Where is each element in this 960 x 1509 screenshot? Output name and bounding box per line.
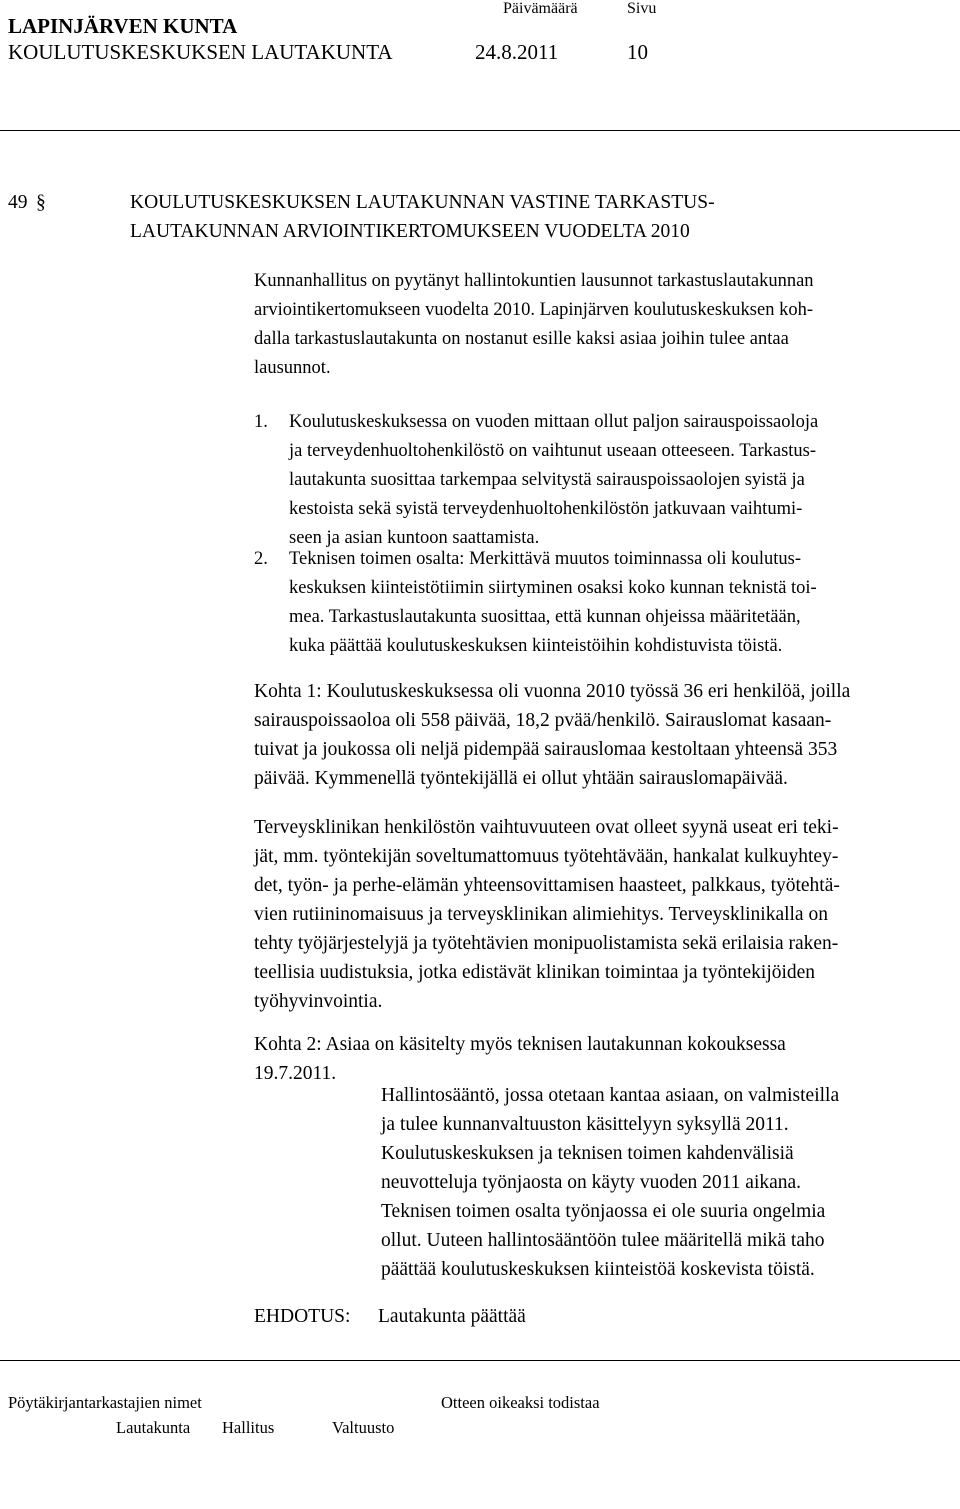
item-text bbox=[289, 408, 818, 553]
body-lautakunta: Lautakunta bbox=[116, 1418, 191, 1437]
text-line: työhyvinvointia. bbox=[254, 991, 383, 1012]
text-line: arviointikertomukseen vuodelta 2010. Lapinjärven koulutuskeskuksen koh- bbox=[254, 300, 813, 320]
text-line: lautakunta suosittaa tarkempaa selvitystä sairauspoissaolojen syistä ja bbox=[289, 470, 805, 490]
text-line: kestoista sekä syistä terveydenhuoltohenkilöstön jatkuvaan vaihtumi- bbox=[289, 499, 803, 519]
date-label: Päivämäärä bbox=[503, 0, 578, 17]
item-number: 2. bbox=[254, 549, 268, 569]
section-title bbox=[130, 188, 715, 246]
header-divider bbox=[0, 130, 960, 131]
section-title-line: LAUTAKUNNAN ARVIOINTIKERTOMUKSEEN VUODELTA 2010 bbox=[130, 221, 690, 242]
text-line: ja terveydenhuoltohenkilöstö on vaihtunut useaan otteeseen. Tarkastus- bbox=[289, 441, 817, 461]
certified-label: Otteen oikeaksi todistaa bbox=[441, 1393, 600, 1412]
text-line: dalla tarkastuslautakunta on nostanut esille kaksi asiaa joihin tulee antaa bbox=[254, 329, 789, 349]
terveys-paragraph bbox=[254, 813, 840, 1016]
section-sign: § bbox=[36, 192, 46, 213]
text-line: Teknisen toimen osalta: Merkittävä muutos toiminnassa oli koulutus- bbox=[289, 549, 802, 569]
text-line: det, työn- ja perhe-elämän yhteensovittamisen haasteet, palkkaus, työtehtä- bbox=[254, 875, 840, 896]
body-valtuusto: Valtuusto bbox=[332, 1418, 395, 1437]
document-date: 24.8.2011 bbox=[475, 40, 559, 64]
footer-divider bbox=[0, 1360, 960, 1361]
text-line: neuvotteluja työnjaosta on käyty vuoden 2011 aikana. bbox=[381, 1172, 802, 1193]
text-line: tuivat ja joukossa oli neljä pidempää sairauslomaa kestoltaan yhteensä 353 bbox=[254, 739, 838, 760]
text-line: päivää. Kymmenellä työntekijällä ei ollut yhtään sairauslomapäivää. bbox=[254, 768, 788, 789]
text-line: Koulutuskeskuksen ja teknisen toimen kahdenvälisiä bbox=[381, 1143, 794, 1164]
item-text bbox=[289, 545, 817, 661]
page-number: 10 bbox=[627, 40, 648, 64]
kohta2-quote bbox=[381, 1081, 839, 1284]
text-line: Koulutuskeskuksessa on vuoden mittaan ollut paljon sairauspoissaoloja bbox=[289, 412, 819, 432]
text-line: lausunnot. bbox=[254, 358, 331, 378]
text-line: 19.7.2011. bbox=[254, 1063, 337, 1084]
text-line: vien rutiininomaisuus ja terveysklinikan alimiehitys. Terveysklinikalla on bbox=[254, 904, 828, 925]
text-line: tehty työjärjestelyjä ja työtehtävien monipuolistamista sekä erilaisia raken- bbox=[254, 933, 839, 954]
body-hallitus: Hallitus bbox=[222, 1418, 275, 1437]
text-line: Kohta 2: Asiaa on käsitelty myös teknisen lautakunnan kokouksessa bbox=[254, 1034, 786, 1055]
text-line: kuka päättää koulutuskeskuksen kiinteistöihin kohdistuvista töistä. bbox=[289, 636, 783, 656]
text-line: jät, mm. työntekijän soveltumattomuus työtehtävään, hankalat kulkuyhtey- bbox=[254, 846, 839, 867]
page-label: Sivu bbox=[627, 0, 657, 17]
text-line: Kunnanhallitus on pyytänyt hallintokuntien lausunnot tarkastuslautakunnan bbox=[254, 271, 814, 291]
text-line: ja tulee kunnanvaltuuston käsittelyyn syksyllä 2011. bbox=[381, 1114, 789, 1135]
section-number: 49 bbox=[8, 192, 28, 213]
text-line: Hallintosääntö, jossa otetaan kantaa asiaan, on valmisteilla bbox=[381, 1085, 840, 1106]
text-line: päättää koulutuskeskuksen kiinteistöä koskevista töistä. bbox=[381, 1259, 815, 1280]
text-line: Teknisen toimen osalta työnjaossa ei ole suuria ongelmia bbox=[381, 1201, 826, 1222]
org-name: LAPINJÄRVEN KUNTA bbox=[8, 14, 238, 38]
text-line: teellisia uudistuksia, jotka edistävät klinikan toimintaa ja työntekijöiden bbox=[254, 962, 816, 983]
kohta1-paragraph bbox=[254, 677, 850, 793]
kohta2-paragraph bbox=[254, 1030, 786, 1088]
text-line: mea. Tarkastuslautakunta suosittaa, että kunnan ohjeissa määritetään, bbox=[289, 607, 801, 627]
proposal-label: EHDOTUS: bbox=[254, 1306, 351, 1327]
proposal-text: Lautakunta päättää bbox=[378, 1306, 526, 1327]
text-line: Terveysklinikan henkilöstön vaihtuvuuteen ovat olleet syynä useat eri teki- bbox=[254, 817, 839, 838]
checkers-label: Pöytäkirjantarkastajien nimet bbox=[8, 1393, 202, 1412]
text-line: keskuksen kiinteistötiimin siirtyminen osaksi koko kunnan teknistä toi- bbox=[289, 578, 817, 598]
text-line: ollut. Uuteen hallintosääntöön tulee määritellä mikä taho bbox=[381, 1230, 825, 1251]
item-number: 1. bbox=[254, 412, 268, 432]
text-line: sairauspoissaoloa oli 558 päivää, 18,2 pvää/henkilö. Sairauslomat kasaan- bbox=[254, 710, 832, 731]
board-name: KOULUTUSKESKUKSEN LAUTAKUNTA bbox=[8, 40, 393, 64]
text-line: seen ja asian kuntoon saattamista. bbox=[289, 528, 540, 548]
section-title-line: KOULUTUSKESKUKSEN LAUTAKUNNAN VASTINE TARKASTUS- bbox=[130, 192, 715, 213]
intro-paragraph bbox=[254, 267, 814, 383]
text-line: Kohta 1: Koulutuskeskuksessa oli vuonna 2010 työssä 36 eri henkilöä, joilla bbox=[254, 681, 851, 702]
